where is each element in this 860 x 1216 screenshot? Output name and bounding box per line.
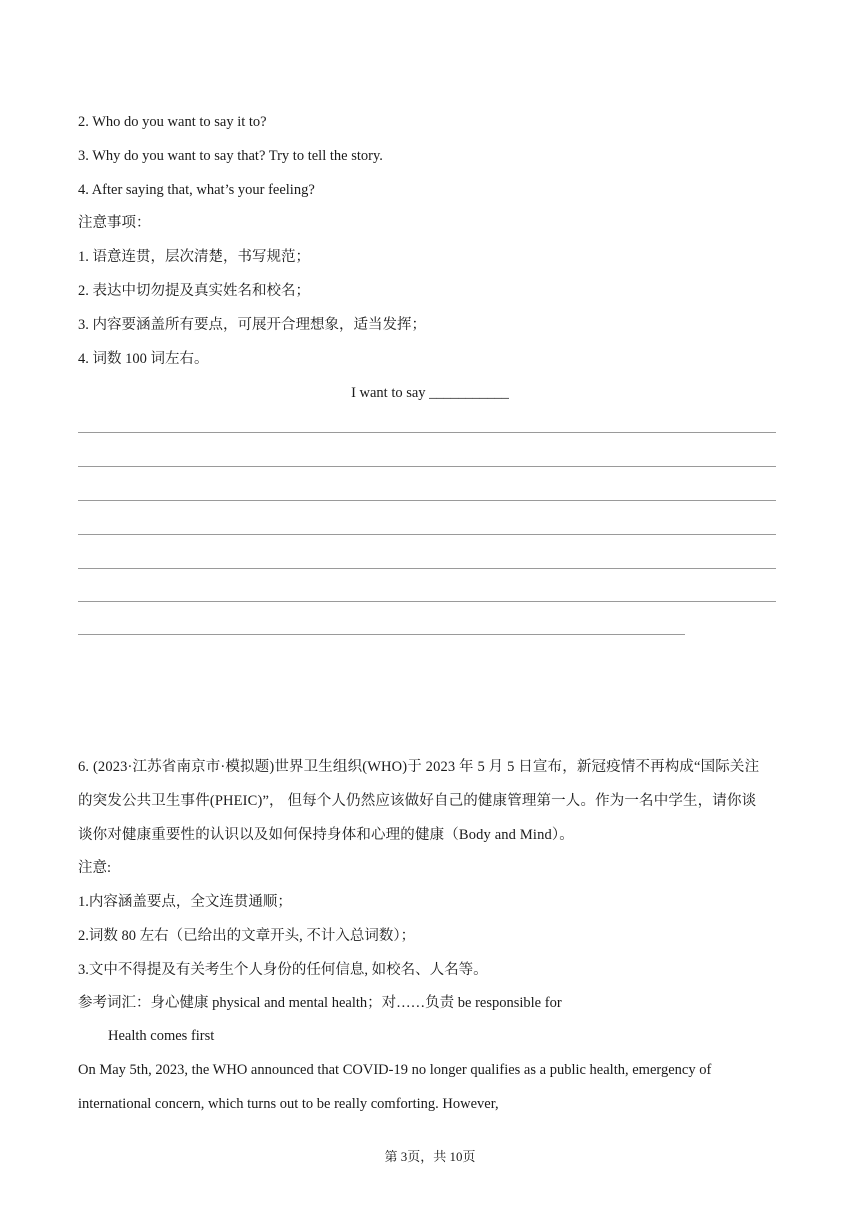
writing-line — [78, 432, 776, 433]
page-number: 第 3页，共 10页 — [384, 1149, 476, 1164]
note-2-3: 3.文中不得提及有关考生个人身份的任何信息, 如校名、人名等。 — [78, 962, 488, 978]
note-1: 1. 语意连贯，层次清楚，书写规范； — [78, 249, 310, 265]
writing-line — [78, 534, 776, 535]
essay-start-line-1: On May 5th, 2023, the WHO announced that COVID-19 no longer qualifies as a public health, emergency of — [78, 1062, 712, 1078]
prompt-line-3: 谈你对健康重要性的认识以及如何保持身体和心理的健康（Body and Mind）。 — [78, 827, 574, 843]
writing-line — [78, 500, 776, 501]
question-3: 3. Why do you want to say that? Try to tell the story. — [78, 148, 383, 164]
vocab-hint: 参考词汇：身心健康 physical and mental health；对……负责 be responsible for — [78, 995, 562, 1011]
writing-line — [78, 568, 776, 569]
writing-line — [78, 601, 776, 602]
note-4: 4. 词数 100 词左右。 — [78, 351, 209, 367]
writing-line — [78, 466, 776, 467]
prompt-line-1: 6. (2023·江苏省南京市·模拟题)世界卫生组织(WHO)于 2023 年 5 月 5 日宣布，新冠疫情不再构成“国际关注 — [78, 759, 760, 775]
question-2: 2. Who do you want to say it to? — [78, 114, 267, 130]
notes-title: 注意事项： — [78, 215, 151, 231]
note-2-2: 2.词数 80 左右（已给出的文章开头, 不计入总词数）； — [78, 928, 416, 944]
note-2-1: 1.内容涵盖要点，全文连贯通顺； — [78, 894, 292, 910]
note-3: 3. 内容要涵盖所有要点，可展开合理想象，适当发挥； — [78, 317, 426, 333]
question-4: 4. After saying that, what’s your feeling? — [78, 182, 315, 198]
essay-title: I want to say ___________ — [351, 385, 509, 401]
essay-start-line-2: international concern, which turns out to be really comforting. However, — [78, 1096, 499, 1112]
essay-title-2: Health comes first — [108, 1028, 215, 1044]
prompt-line-2: 的突发公共卫生事件(PHEIC)”， 但每个人仍然应该做好自己的健康管理第一人。作为一名中学生，请你谈 — [78, 793, 757, 809]
note-2: 2. 表达中切勿提及真实姓名和校名； — [78, 283, 310, 299]
notes-title-2: 注意: — [78, 860, 112, 876]
writing-line — [78, 634, 685, 635]
